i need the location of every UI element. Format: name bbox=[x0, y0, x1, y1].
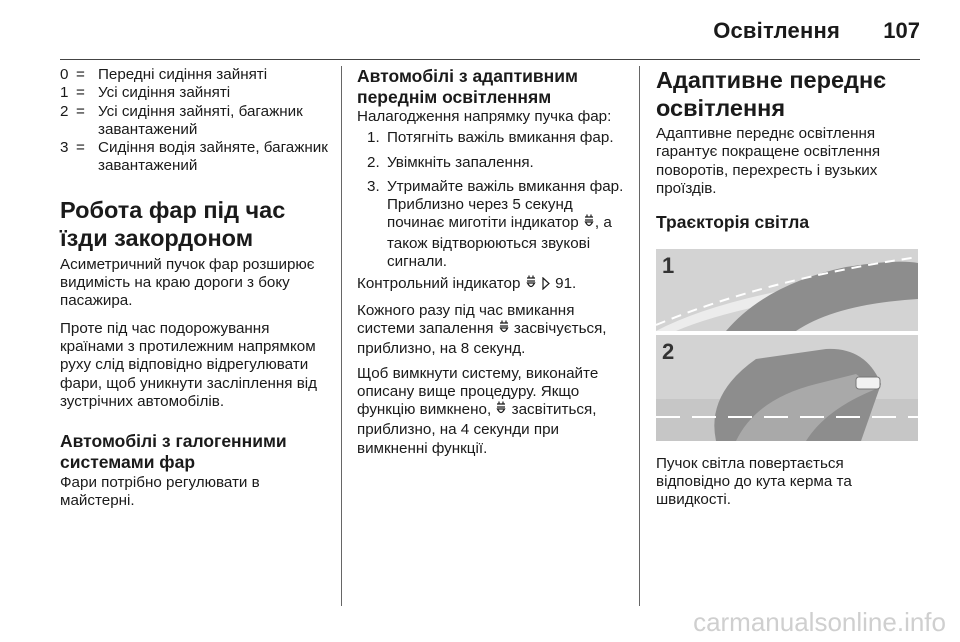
steps-list bbox=[357, 129, 632, 271]
list-item bbox=[60, 84, 328, 102]
section-heading-halogen: Автомобілі з галогенними системами фар bbox=[60, 431, 287, 472]
header-rule bbox=[60, 59, 920, 60]
paragraph bbox=[357, 365, 632, 458]
paragraph-part: Кожного разу під час вмикання системи запалення bbox=[357, 301, 575, 337]
list-item bbox=[367, 178, 632, 271]
paragraph: Адаптивне переднє освітлення гарантує покращене освітлення поворотів, перехресть і вузьких проїздів. bbox=[656, 125, 881, 197]
column-middle bbox=[357, 66, 632, 458]
paragraph: Фари потрібно регулювати в майстерні. bbox=[60, 474, 260, 510]
step-text-part: , а також відтворюються звукові сигнали. bbox=[387, 214, 612, 271]
panel-label-1: 1 bbox=[662, 252, 675, 278]
page-number: 107 bbox=[883, 18, 920, 43]
mode-eq: = bbox=[76, 66, 85, 83]
step-number: 3. bbox=[367, 177, 380, 195]
column-divider-1 bbox=[341, 66, 342, 606]
afl-indicator-icon bbox=[525, 275, 537, 295]
paragraph-part: засвічується, приблизно, на 8 секунд. bbox=[357, 319, 607, 358]
mode-key: 2 bbox=[60, 102, 69, 120]
beam-path-svg bbox=[656, 249, 918, 441]
step-text-part: Утримайте важіль вмикання фар. Приблизно через 5 секунд починає миготіти індикатор bbox=[387, 177, 624, 232]
mode-key: 3 bbox=[60, 139, 69, 157]
list-item bbox=[367, 129, 632, 147]
step-text: Увімкніть запалення. bbox=[387, 153, 534, 171]
section-heading-beam-path: Траєкторія світла bbox=[656, 212, 810, 233]
afl-indicator-icon bbox=[495, 401, 507, 421]
paragraph bbox=[357, 302, 632, 359]
load-mode-list bbox=[60, 66, 328, 176]
step-text: Потягніть важіль вмикання фар. bbox=[387, 129, 614, 147]
mode-text: Усі сидіння зайняті bbox=[98, 84, 231, 102]
figure-caption: Пучок світла повертається відповідно до кута керма та швидкості. bbox=[656, 454, 852, 509]
section-heading-afl-cars: Автомобілі з адаптивним переднім освітленням bbox=[357, 66, 578, 107]
step-text bbox=[387, 178, 632, 271]
section-heading-abroad: Робота фар під час їзди закордоном bbox=[60, 196, 286, 251]
panel-label-2: 2 bbox=[662, 338, 675, 364]
mode-eq: = bbox=[76, 102, 85, 120]
step-number: 2. bbox=[367, 153, 380, 171]
mode-eq: = bbox=[76, 139, 85, 157]
step-number: 1. bbox=[367, 129, 380, 147]
page-title: Освітлення bbox=[713, 18, 840, 43]
list-item bbox=[60, 139, 328, 176]
paragraph: Налагодження напрямку пучка фар: bbox=[357, 108, 612, 125]
list-item bbox=[60, 103, 328, 140]
column-divider-2 bbox=[639, 66, 640, 606]
list-item bbox=[367, 154, 632, 172]
mode-text: Сидіння водія зайняте, багажник завантажений bbox=[98, 139, 328, 175]
paragraph bbox=[357, 275, 632, 295]
list-item bbox=[60, 66, 328, 84]
paragraph-part: Щоб вимкнути систему, виконайте описану вище процедуру. Якщо функцію вимкнено, bbox=[357, 364, 599, 419]
mode-text: Передні сидіння зайняті bbox=[98, 66, 268, 83]
paragraph: Асиметричний пучок фар розширює видимість на краю дороги з боку пасажира. bbox=[60, 255, 315, 310]
section-heading-afl: Адаптивне переднє освітлення bbox=[656, 67, 887, 121]
afl-indicator-icon bbox=[498, 320, 510, 340]
mode-text: Усі сидіння зайняті, багажник завантажений bbox=[98, 102, 303, 138]
watermark: carmanualsonline.info bbox=[693, 607, 946, 637]
afl-indicator-icon bbox=[583, 214, 595, 234]
column-left bbox=[60, 66, 328, 511]
paragraph-part: засвітиться, приблизно, на 4 секунди при вимкненні функції. bbox=[357, 401, 597, 457]
paragraph-part: Контрольний індикатор bbox=[357, 275, 521, 293]
column-right bbox=[656, 66, 920, 510]
mode-key: 0 bbox=[60, 66, 69, 83]
mode-eq: = bbox=[76, 84, 85, 102]
mode-key: 1 bbox=[60, 84, 69, 102]
page-header bbox=[0, 0, 960, 62]
page-reference: 91. bbox=[555, 275, 577, 293]
page-reference-icon bbox=[541, 277, 551, 295]
paragraph: Проте під час подорожування країнами з протилежним напрямком руху слід відповідно відрегулювати фари, щоб уникнути засліплення від зустрічних автомобілів. bbox=[60, 319, 318, 410]
beam-path-illustration bbox=[656, 249, 918, 441]
